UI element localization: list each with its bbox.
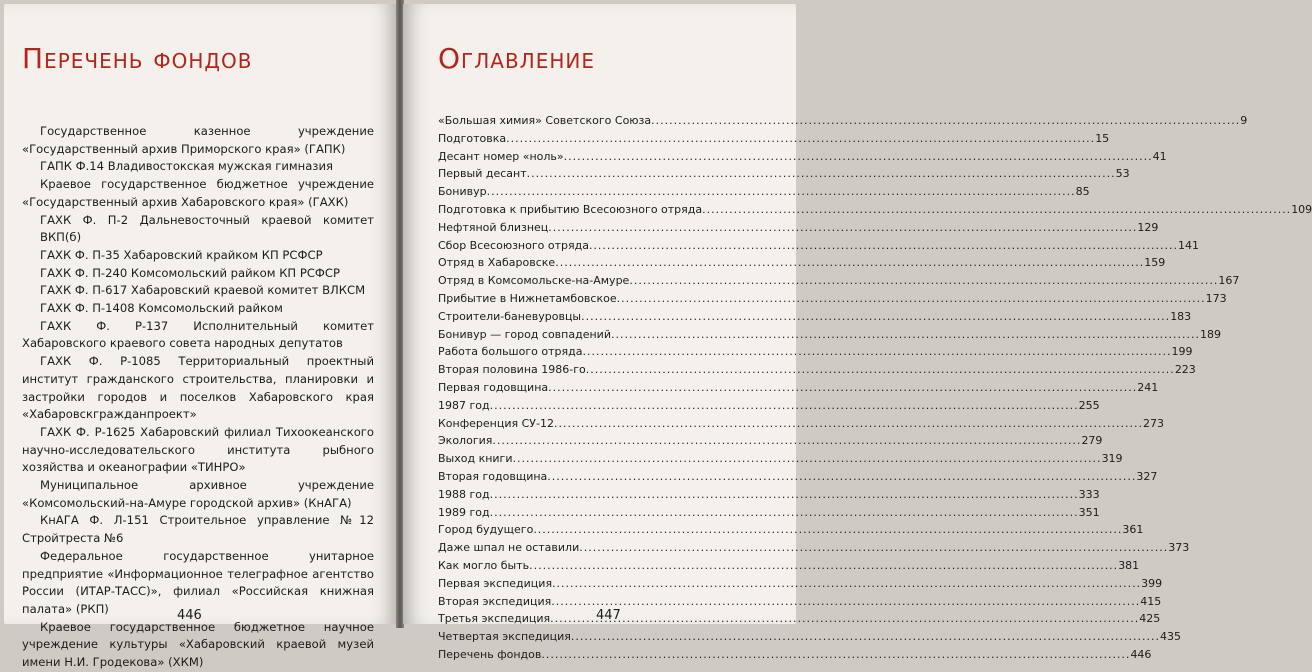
toc-entry-page: 141: [1178, 238, 1199, 252]
toc-leader-dots: [589, 237, 1178, 255]
toc-entry: [438, 628, 1181, 646]
toc-leader-dots: [513, 450, 1102, 468]
toc-entry-title: Четвертая экспедиция: [438, 630, 571, 644]
right-page-number: 447: [596, 608, 621, 623]
toc-entry-page: 85: [1075, 185, 1090, 199]
fund-entry: Краевое государственное бюджетное научное учреждение культуры «Хабаровский краевой музей имени Н.И. Гродекова» (ХКМ): [22, 619, 374, 670]
toc-entry-title: Экология: [438, 434, 493, 448]
toc-leader-dots: [702, 201, 1291, 219]
fund-entry: ГАХК Ф. П-1408 Комсомольский райком: [40, 301, 283, 316]
toc-entry: [438, 326, 1222, 344]
toc-entry-page: 129: [1137, 220, 1159, 234]
toc-leader-dots: [586, 361, 1175, 379]
toc-entry: [438, 521, 1144, 539]
toc-entry-title: Вторая годовщина: [438, 469, 548, 483]
toc-entry-page: 381: [1118, 558, 1140, 572]
toc-leader-dots: [529, 557, 1118, 575]
toc-entry-title: Перечень фондов: [438, 647, 542, 661]
toc-entry-page: 159: [1144, 256, 1166, 270]
toc-entry-page: 167: [1218, 274, 1240, 288]
toc-leader-dots: [492, 432, 1081, 450]
toc-entry-title: «Большая химия» Советского Союза: [438, 114, 652, 127]
toc-entry-title: Десант номер «ноль»: [438, 149, 564, 163]
toc-entry-title: Первая экспедиция: [438, 576, 553, 590]
toc-entry: [438, 183, 1090, 201]
toc-leader-dots: [564, 148, 1153, 166]
fund-entry: Краевое государственное бюджетное учреждение «Государственный архив Хабаровского края» (ГАХК): [22, 177, 374, 209]
toc-leader-dots: [582, 343, 1171, 361]
fund-entry: Государственное казенное учреждение «Государственный архив Приморского края» (ГАПК): [22, 124, 374, 156]
toc-entry-title: 1989 год: [438, 505, 490, 519]
toc-entry: [438, 486, 1100, 504]
toc-leader-dots: [617, 290, 1206, 308]
toc-entry-title: Бонивур — город совпадений: [438, 327, 611, 341]
toc-entry-page: 109: [1291, 202, 1312, 216]
toc-entry: [438, 361, 1196, 379]
toc-entry: [438, 539, 1190, 557]
toc-entry-page: 415: [1140, 594, 1162, 608]
toc-entry-page: 399: [1141, 576, 1163, 590]
toc-heading: Оглавление: [438, 42, 595, 75]
toc-leader-dots: [487, 183, 1076, 201]
toc-entry: [438, 165, 1130, 183]
toc-entry: [438, 379, 1159, 397]
fund-entry: ГАПК Ф.14 Владивостокская мужская гимназия: [40, 159, 333, 174]
toc-entry-title: Отряд в Хабаровске: [438, 256, 556, 270]
toc-entry-page: 255: [1078, 398, 1100, 412]
toc-entry-title: Первая годовщина: [438, 380, 549, 394]
toc-entry-page: 53: [1115, 167, 1130, 181]
toc-leader-dots: [571, 628, 1160, 646]
toc-entry: [438, 272, 1240, 290]
toc-leader-dots: [547, 468, 1136, 486]
toc-entry: [438, 308, 1192, 326]
toc-leader-dots: [490, 486, 1079, 504]
toc-entry-page: 199: [1171, 345, 1193, 359]
toc-entry: [438, 557, 1140, 575]
toc-entry: [438, 130, 1110, 148]
left-page-number: 446: [177, 608, 202, 623]
toc-entry-title: Даже шпал не оставили: [438, 541, 580, 555]
toc-leader-dots: [548, 219, 1137, 237]
toc-leader-dots: [548, 379, 1137, 397]
toc-leader-dots: [527, 165, 1116, 183]
table-of-contents: [438, 112, 1312, 664]
toc-leader-dots: [555, 254, 1144, 272]
fund-entry: ГАХК Ф. П-2 Дальневосточный краевой комитет ВКП(б): [40, 212, 374, 245]
toc-entry-title: Нефтяной близнец: [438, 220, 549, 234]
toc-entry-page: 279: [1081, 434, 1103, 448]
toc-leader-dots: [579, 539, 1168, 557]
toc-entry-page: 189: [1200, 327, 1222, 341]
funds-list: [22, 123, 374, 672]
toc-entry-title: Как могло быть: [438, 558, 530, 572]
toc-entry-title: Строители-баневуровцы: [438, 309, 582, 323]
toc-entry: [438, 432, 1103, 450]
toc-entry-title: Вторая экспедиция: [438, 594, 552, 608]
toc-entry-title: Третья экспедиция: [438, 612, 551, 626]
toc-entry-page: 361: [1122, 523, 1144, 537]
toc-leader-dots: [541, 646, 1130, 664]
toc-entry-page: 15: [1095, 131, 1110, 145]
toc-entry-page: 41: [1152, 149, 1167, 163]
toc-entry-title: 1988 год: [438, 487, 490, 501]
toc-entry: [438, 254, 1166, 272]
toc-leader-dots: [550, 610, 1139, 628]
toc-entry-title: Выход книги: [438, 452, 513, 466]
toc-entry-page: 9: [1240, 114, 1248, 127]
toc-entry: [438, 415, 1165, 433]
toc-entry-title: Первый десант: [438, 167, 527, 181]
toc-entry-title: Подготовка к прибытию Всесоюзного отряда: [438, 202, 703, 216]
toc-leader-dots: [490, 397, 1079, 415]
toc-leader-dots: [629, 272, 1218, 290]
toc-entry-page: 173: [1205, 291, 1227, 305]
toc-entry: [438, 290, 1227, 308]
fund-entry: ГАХК Ф. Р-1625 Хабаровский филиал Тихоокеанского научно-исследовательского института рыбного хозяйства и океанографии «ТИНРО»: [22, 424, 374, 475]
toc-entry: [438, 504, 1100, 522]
toc-entry: [438, 201, 1312, 219]
toc-entry-title: Город будущего: [438, 523, 534, 537]
toc-leader-dots: [533, 521, 1122, 539]
toc-entry: [438, 148, 1167, 166]
funds-heading: Перечень фондов: [22, 42, 253, 75]
toc-entry: [438, 343, 1193, 361]
toc-entry-page: 425: [1139, 612, 1161, 626]
toc-entry: [438, 450, 1123, 468]
toc-leader-dots: [581, 308, 1170, 326]
toc-entry: [438, 219, 1159, 237]
toc-leader-dots: [552, 575, 1141, 593]
toc-entry-page: 435: [1159, 630, 1181, 644]
toc-entry-title: Подготовка: [438, 131, 507, 145]
toc-entry-page: 273: [1143, 416, 1165, 430]
toc-leader-dots: [651, 112, 1240, 130]
toc-entry-page: 183: [1170, 309, 1192, 323]
toc-entry-title: 1987 год: [438, 398, 490, 412]
toc-entry-title: Вторая половина 1986-го: [438, 363, 586, 377]
toc-entry-title: Отряд в Комсомольске-на-Амуре: [438, 274, 630, 288]
toc-leader-dots: [490, 504, 1079, 522]
toc-entry-page: 241: [1137, 380, 1159, 394]
toc-entry: [438, 397, 1100, 415]
left-page: [4, 4, 397, 670]
toc-leader-dots: [551, 593, 1140, 611]
toc-entry-page: 319: [1101, 452, 1123, 466]
toc-entry-title: Сбор Всесоюзного отряда: [438, 238, 589, 252]
toc-entry-page: 351: [1078, 505, 1100, 519]
fund-entry: ГАХК Ф. П-617 Хабаровский краевой комитет ВЛКСМ: [40, 283, 366, 298]
toc-entry: [438, 575, 1163, 593]
toc-entry-page: 223: [1174, 363, 1196, 377]
fund-entry: ГАХК Ф. П-240 Комсомольский райком КП РСФСР: [40, 265, 340, 280]
toc-entry-page: 333: [1078, 487, 1100, 501]
fund-entry: Муниципальное архивное учреждение «Комсомольский-на-Амуре городской архив» (КнАГА): [22, 478, 374, 510]
toc-leader-dots: [506, 130, 1095, 148]
fund-entry: ГАХК Ф. Р-137 Исполнительный комитет Хабаровского краевого совета народных депутатов: [22, 318, 374, 351]
toc-leader-dots: [554, 415, 1143, 433]
toc-entry-page: 327: [1136, 469, 1158, 483]
fund-entry: ГАХК Ф. Р-1085 Территориальный проектный институт гражданского строительства, планировки и застройки городов и поселков Хабаровского края «Хабаровскгражданпроект»: [22, 354, 374, 422]
toc-entry-page: 373: [1168, 541, 1190, 555]
toc-entry-title: Бонивур: [438, 185, 487, 199]
toc-entry-title: Работа большого отряда: [438, 345, 583, 359]
toc-entry-title: Прибытие в Нижнетамбовское: [438, 291, 617, 305]
toc-entry-page: 446: [1130, 647, 1152, 661]
fund-entry: Федеральное государственное унитарное предприятие «Информационное телеграфное агентство России (ИТАР-ТАСС)», филиал «Российская книжная палата» (РКП): [22, 548, 374, 616]
toc-entry: [438, 112, 1248, 130]
toc-leader-dots: [611, 326, 1200, 344]
right-page: [403, 4, 1312, 661]
toc-entry: [438, 468, 1158, 486]
toc-entry: [438, 646, 1152, 664]
toc-entry: [438, 237, 1199, 255]
fund-entry: КнАГА Ф. Л-151 Строительное управление №12 Стройтреста №6: [22, 513, 374, 546]
toc-entry-title: Конференция СУ-12: [438, 416, 554, 430]
fund-entry: ГАХК Ф. П-35 Хабаровский крайком КП РСФСР: [40, 247, 323, 262]
